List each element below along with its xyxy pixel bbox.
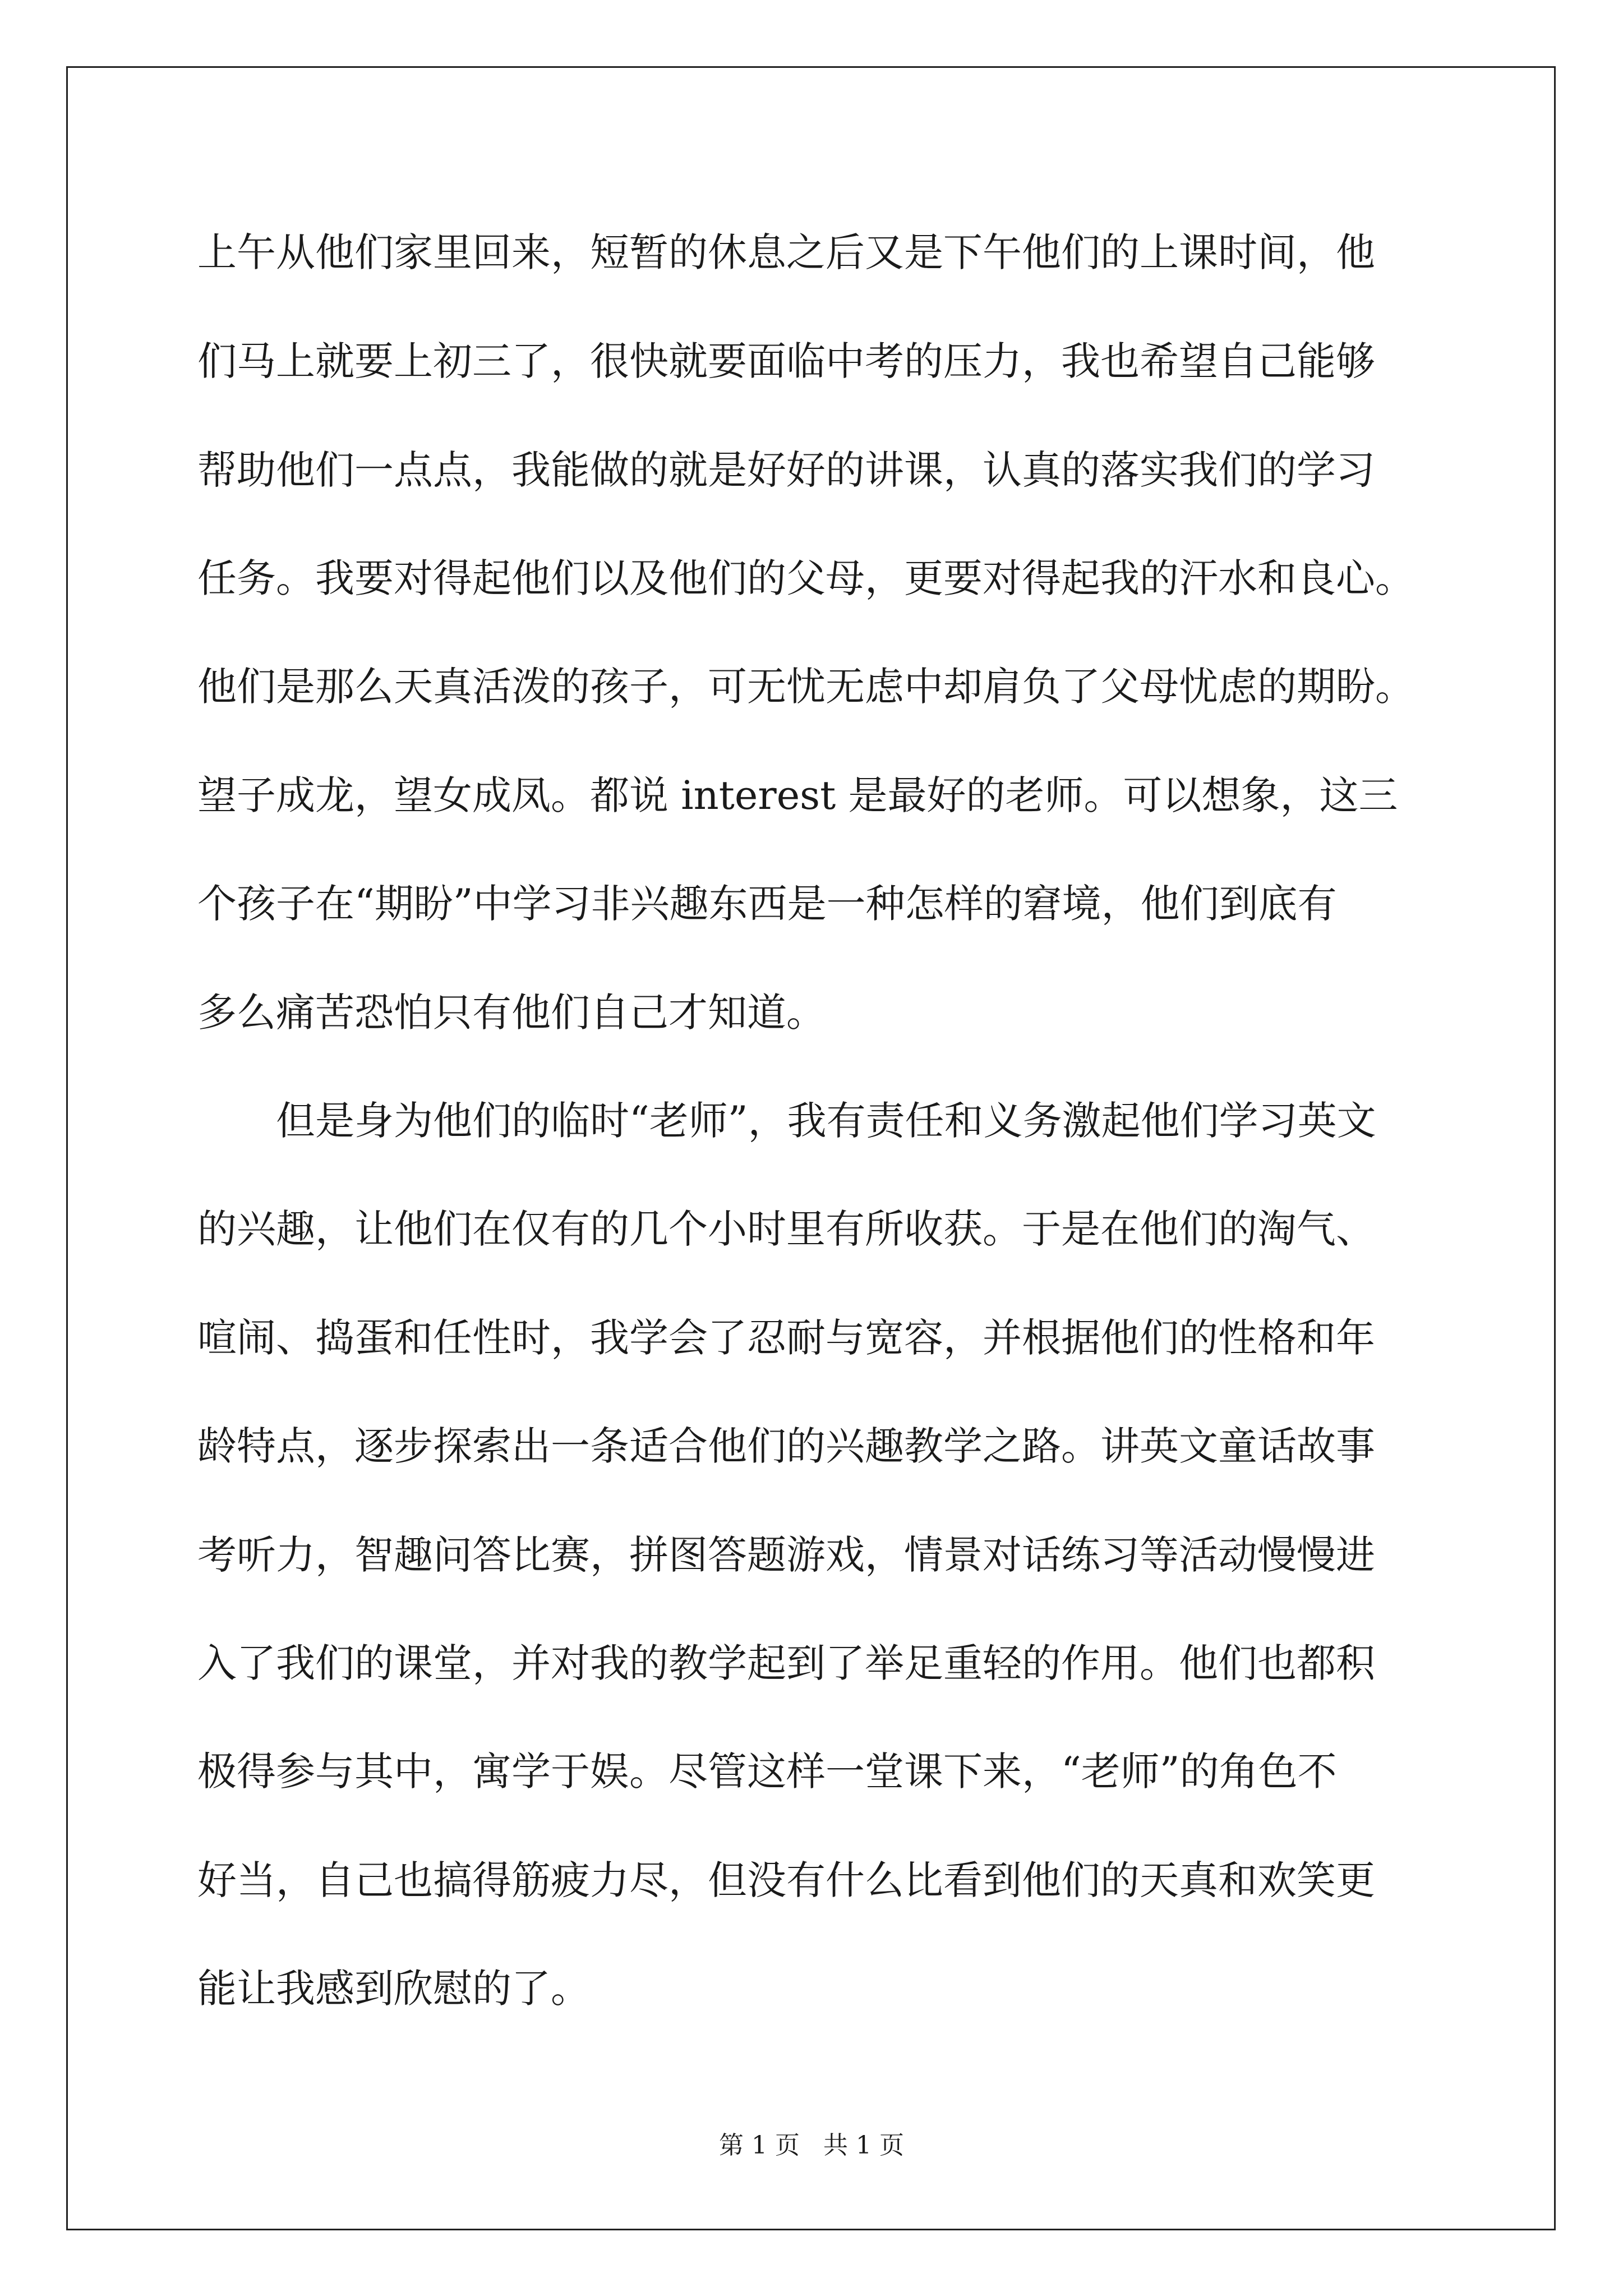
- page-number-footer: 第 1 页 共 1 页: [719, 2131, 904, 2160]
- text-line: 他们是那么天真活泼的孩子，可无忧无虑中却肩负了父母忧虑的期盼。: [197, 664, 1414, 710]
- text-line: 多么痛苦恐怕只有他们自己才知道。: [197, 990, 826, 1036]
- text-line: 但是身为他们的临时“老师”，我有责任和义务激起他们学习英文: [197, 1098, 1376, 1144]
- text-line: 个孩子在“期盼”中学习非兴趣东西是一种怎样的窘境，他们到底有: [197, 881, 1337, 927]
- text-line: 们马上就要上初三了，很快就要面临中考的压力，我也希望自己能够: [197, 338, 1375, 384]
- text-line: 考听力，智趣问答比赛，拼图答题游戏，情景对话练习等活动慢慢进: [197, 1532, 1375, 1578]
- text-line: 入了我们的课堂，并对我的教学起到了举足重轻的作用。他们也都积: [197, 1640, 1375, 1686]
- text-line: 帮助他们一点点，我能做的就是好好的讲课，认真的落实我们的学习: [197, 447, 1375, 493]
- text-line: 望子成龙，望女成凤。都说 interest 是最好的老师。可以想象，这三: [197, 772, 1398, 818]
- text-line: 的兴趣，让他们在仅有的几个小时里有所收获。于是在他们的淘气、: [197, 1206, 1375, 1252]
- text-line: 上午从他们家里回来，短暂的休息之后又是下午他们的上课时间，他: [197, 229, 1375, 275]
- text-line: 能让我感到欣慰的了。: [197, 1966, 590, 2012]
- text-line: 喧闹、捣蛋和任性时，我学会了忍耐与宽容，并根据他们的性格和年: [197, 1315, 1375, 1361]
- text-line: 龄特点，逐步探索出一条适合他们的兴趣教学之路。讲英文童话故事: [197, 1423, 1375, 1469]
- text-line: 任务。我要对得起他们以及他们的父母，更要对得起我的汗水和良心。: [197, 555, 1414, 601]
- text-line: 极得参与其中，寓学于娱。尽管这样一堂课下来，“老师”的角色不: [197, 1749, 1337, 1795]
- text-line: 好当，自己也搞得筋疲力尽，但没有什么比看到他们的天真和欢笑更: [197, 1857, 1375, 1903]
